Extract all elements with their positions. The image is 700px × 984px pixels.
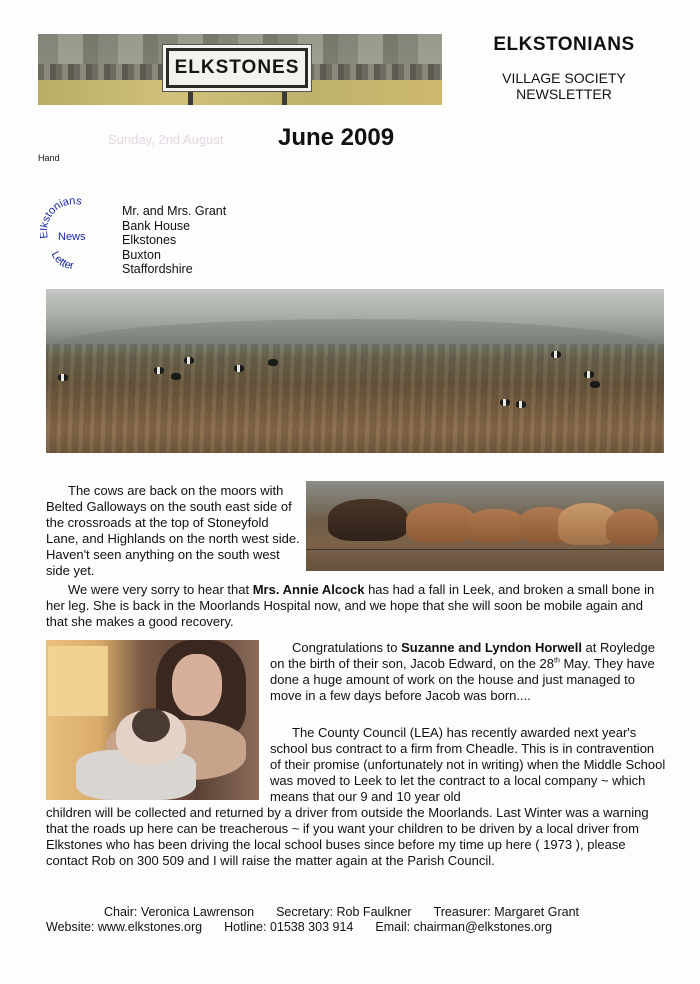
masthead-subtitle: [455, 70, 673, 102]
footer-website: Website: www.elkstones.org: [46, 920, 203, 934]
logo-top-text: stonians: [40, 198, 83, 224]
address-line: Buxton: [122, 247, 161, 262]
subtitle-line-2: NEWSLETTER: [516, 86, 612, 102]
hand-label: Hand: [38, 153, 60, 163]
article-bus-part-2: [46, 805, 666, 869]
article-cows: [46, 483, 304, 579]
footer-officers: [104, 905, 579, 919]
faint-show-through-text: Sunday, 2nd August: [108, 132, 224, 147]
footer-contacts: [46, 920, 552, 934]
svg-text:Letter: [49, 250, 75, 272]
article-bus-text-1: The County Council (LEA) has recently awarded next year's school bus contract to a firm from Cheadle. This is in contravention of their promise (unfortunately not in writing) when the Middle School was moved to Leek to let the contract to a local company ~ which means that our 9 and 10 year old: [270, 725, 666, 804]
article-bus-part-1: [270, 725, 666, 805]
highland-cattle-photo: [306, 481, 664, 571]
article-horwell-pre: Congratulations to: [292, 640, 402, 655]
masthead: [455, 34, 673, 102]
article-horwell-mid: at Royledge on the birth of their son, Jacob Edward, on the 28: [270, 640, 655, 671]
village-sign: [166, 48, 308, 88]
footer-treasurer: Treasurer: Margaret Grant: [433, 905, 579, 919]
article-horwell-post: May. They have done a huge amount of work on the house and just managed to move in a few days before Jacob was born....: [270, 656, 655, 703]
footer-chair: Chair: Veronica Lawrenson: [104, 905, 255, 919]
moorland-photo: [46, 289, 664, 453]
article-horwell: [270, 640, 666, 704]
address-line: Bank House: [122, 218, 191, 233]
issue-date: June 2009: [278, 124, 395, 151]
header-photo: [38, 34, 442, 105]
article-cows-text: The cows are back on the moors with Belted Galloways on the south east side of the crossroads at the top of Stoneyfold Lane, and Highlands on the north west side. Haven't seen anything on the south west side yet.: [46, 483, 300, 578]
article-alcock-pre: We were very sorry to hear that: [68, 582, 253, 597]
newsletter-logo: [40, 198, 106, 272]
footer-secretary: Secretary: Rob Faulkner: [276, 905, 412, 919]
mother-baby-photo: [46, 640, 259, 800]
address-line: Staffordshire: [122, 262, 193, 276]
logo-bottom-text: Letter: [48, 249, 75, 272]
logo-middle-text: News: [58, 231, 86, 243]
village-sign-text: ELKSTONES: [174, 57, 300, 78]
footer-email: Email: chairman@elkstones.org: [375, 920, 553, 934]
address-line: Mr. and Mrs. Grant: [122, 204, 227, 218]
article-alcock-post: has had a fall in Leek, and broken a small bone in her leg. She is back in the Moorlands Hospital now, and we hope that she will soon be mobile again and that she makes a good recovery.: [46, 582, 655, 629]
address-line: Elkstones: [122, 233, 177, 247]
article-alcock-name: Mrs. Annie Alcock: [252, 582, 365, 597]
subtitle-line-1: VILLAGE SOCIETY: [502, 70, 626, 86]
address-block: [122, 204, 226, 277]
article-horwell-name: Suzanne and Lyndon Horwell: [401, 640, 582, 655]
article-alcock: [46, 582, 666, 630]
article-horwell-sup: th: [554, 657, 560, 665]
society-name: ELKSTONIANS: [493, 34, 635, 55]
footer-hotline: Hotline: 01538 303 914: [224, 920, 354, 934]
article-bus-text-2: children will be collected and returned by a driver from outside the Moorlands. Last Winter was a warning that the roads up here can be treacherous ~ if you want your children to be driven by a local driver from Elkstones who has been driving the local school buses since before my time up here ( 1973 ), please contact Rob on 300 509 and I will raise the matter again at the Parish Council.: [46, 805, 649, 868]
